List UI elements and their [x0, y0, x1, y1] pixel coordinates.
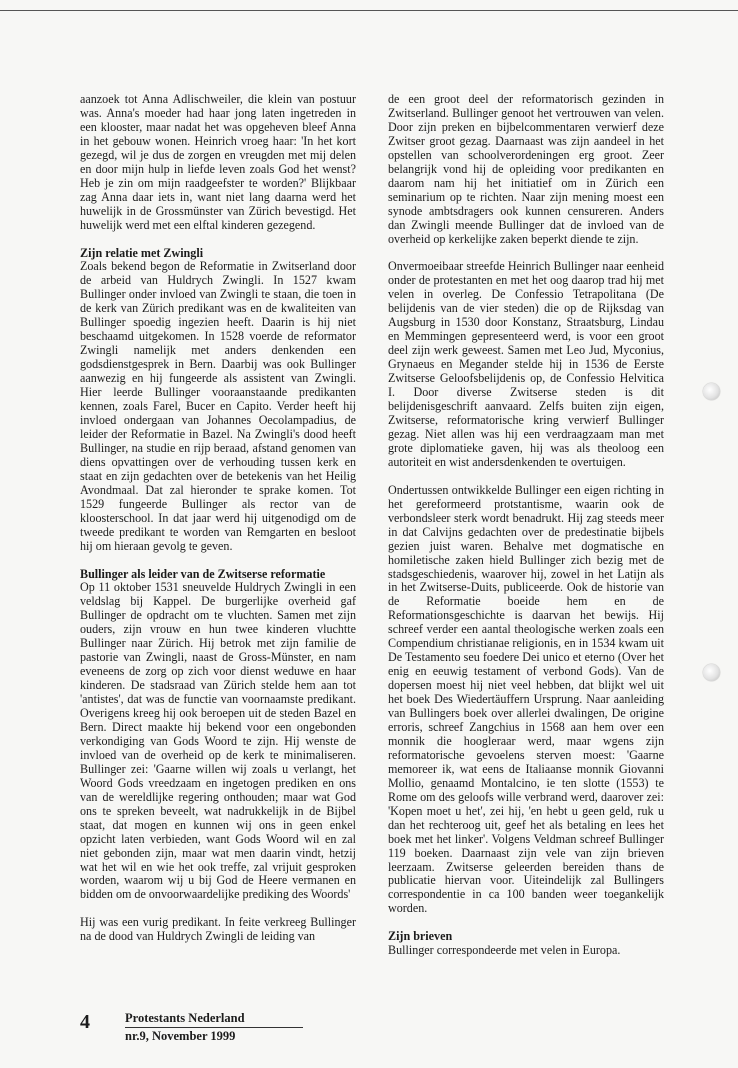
paragraph: Op 11 oktober 1531 sneuvelde Huldrych Zwingli in een veldslag bij Kappel. De burgerlijke overheid gaf Bullinger de opdracht om te vluchten. Samen met zijn ouders, zijn vrouw en hun twee kinderen vluchtte Bullinger naar Zürich. Hij betrok met zijn familie de pastorie van Zwingli, naast de Gross-Münster, en nam eveneens de zorg op zich voor dienst weduwe en haar kinderen. De stadsraad van Zürich stelde hem aan tot 'antistes', dat was de functie van voornaamste predikant. Overigens kreeg hij ook beroepen uit de steden Bazel en Bern. Direct maakte hij bekend voor een ongebonden verkondiging van Gods Woord te zijn. Hij wenste de invloed van de overheid op de kerk te minimaliseren. Bullinger zei: 'Gaarne willen wij zoals u verlangt, het Woord Gods vreedzaam en ingetogen prediken en ons van de wereldlijke regering onthouden; maar wat God ons te spreken beveelt, wat nadrukkelijk in de Bijbel staat, dat mogen en kunnen wij ons in geen enkel opzicht laten verbieden, want Gods Woord wil en zal niet gebonden zijn, maar wat men daarin vindt, hetzij wat het wil en wie het ook treffe, zal vrijuit gesproken worden, waarom wij u bij God de Heere vermanen en bidden om de onvoorwaardelijke prediking des Woords'	[80, 580, 356, 902]
section-heading: Zijn relatie met Zwingli	[80, 245, 204, 260]
paragraph: Hij was een vurig predikant. In feite verkreeg Bullinger na de dood van Huldrych Zwingli de leiding van	[80, 915, 356, 944]
issue-info: nr.9, November 1999	[125, 1029, 236, 1043]
paragraph: aanzoek tot Anna Adlischweiler, die klein van postuur was. Anna's moeder had haar jong laten ingetreden in een klooster, maar nadat het was opgeheven bleef Anna in het gebouw wonen. Heinrich vroeg haar: 'In het kort gezegd, wil je dus de zorgen en vreugden met mij delen en door mijn hulp in liefde leven zoals God het wenst? Heb je zin om mijn raadgeefster te worden?' Blijkbaar zag Anna daar iets in, want niet lang daarna werd het huwelijk in de Grossmünster van Zürich bevestigd. Het huwelijk werd met een elftal kinderen gezegend.	[80, 92, 356, 232]
left-column	[80, 93, 356, 944]
binder-hole-top	[703, 383, 720, 400]
paragraph: Ondertussen ontwikkelde Bullinger een eigen richting in het gereformeerd protstantisme, waarin ook de verbondsleer sterk wordt benadrukt. Hij zag steeds meer in dat Calvijns gedachten over de predestinatie bijbels gezien juist waren. Behalve met dogmatische en homiletische zaken hield Bullinger zich bezig met de stadsgeschiedenis, waarover hij, zowel in het Latijn als in het Zwitserse-Duits, publiceerde. Ook de historie van de Reformatie boeide hem en de Reformationsgeschichte is daarvan het bewijs. Hij schreef verder een aantal theologische werken zoals een Compendium christianae religionis, en in 1534 kwam uit De Testamento seu foedere Dei unico et eterno (Over het enig en eeuwig testament of verbond Gods). Van de dopersen moest hij niet veel hebben, dat blijkt wel uit het boek Des Wiedertäuffern Ursprung. Naar aanleiding van Bullingers boek over allerlei dwalingen, De origine erroris, schreef Zangchius in 1568 aan hem over een monnik die hoogleraar werd, maar wgens zijn reformatorische gevoelens sterven moest: 'Gaarne memoreer ik, wat eens de Italiaanse monnik Giovanni Mollio, genaamd Montalcino, ie ten slotte (1553) te Rome om des geloofs wille verbrand werd, daarover zei: 'Kopen moet u het', zei hij, 'en hebt u geen geld, ruk u dan het rechteroog uit, geef het als betaling en lees het boek met het linker'. Volgens Veldman schreef Bullinger 119 boeken. Daarnaast zijn vele van zijn brieven leerzaam. Zwitserse geleerden bereiden thans de publicatie hiervan voor. Uiteindelijk zal Bullingers correspondentie in ca 100 banden weer toegankelijk worden.	[388, 482, 664, 916]
paragraph: Zoals bekend begon de Reformatie in Zwitserland door de arbeid van Huldrych Zwingli. In 1527 kwam Bullinger onder invloed van Zwingli te staan, die toen in de kerk van Zürich predikant was en de kwaliteiten van Bullinger spoedig ingezien heeft. Daarin is hij niet beschaamd uitgekomen. In 1528 voerde de reformator Zwingli namelijk met anders denkenden een godsdienstgesprek in Bern. Daarbij was ook Bullinger aanwezig en hij fungeerde als assistent van Zwingli. Hier leerde Bullinger vooraanstaande predikanten kennen, zoals Farel, Bucer en Capito. Verder heeft hij invloed ondergaan van Johannes Oecolampadius, de leider der Reformatie in Bazel. Na Zwingli's dood heeft Bullinger, na studie en rijp beraad, afstand genomen van diens opvattingen over de verhouding tussen kerk en staat en zijn gedachten over de betekenis van het Heilig Avondmaal. Dat zal hieronder te sprake komen. Tot 1529 fungeerde Bullinger als rector van de kloosterschool. In dat jaar werd hij uitgenodigd om de tweede predikant te worden van Remgarten en besloot hij om hieraan gevolg te geven.	[80, 259, 356, 553]
paragraph: de een groot deel der reformatorisch gezinden in Zwitserland. Bullinger genoot het vertrouwen van velen. Door zijn preken en bijbelcommentaren verwierf deze Zwitser groot gezag. Daarnaast was zijn aandeel in het opstellen van schoolverordeningen erg groot. Zeer belangrijk vond hij de opleiding voor predikanten en daarom nam hij het initiatief om in Zürich een seminarium op te richten. Naar zijn mening moest een synode ambtsdragers ook kunnen censureren. Anders dan Zwingli meende Bullinger dat de invloed van de overheid op kerkelijke zaken beperkt diende te zijn.	[388, 92, 664, 246]
right-column	[388, 93, 664, 958]
top-rule	[0, 10, 738, 11]
section-heading: Bullinger als leider van de Zwitserse reformatie	[80, 566, 326, 581]
publication-title: Protestants Nederland	[125, 1011, 245, 1025]
footer	[125, 1011, 305, 1044]
page-number: 4	[80, 1011, 90, 1033]
section-heading: Zijn brieven	[388, 929, 453, 944]
paragraph: Onvermoeibaar streefde Heinrich Bullinger naar eenheid onder de protestanten en met het oog daarop trad hij met velen in overleg. De Confessio Tetrapolitana (De belijdenis van de vier steden) die op de Rijksdag van Augsburg in 1530 door Konstanz, Straatsburg, Lindau en Memmingen gepresenteerd werd, is voor een groot deel zijn werk geweest. Samen met Leo Jud, Myconius, Grynaeus en Megander stelde hij in 1536 de Eerste Zwitserse Geloofsbelijdenis op, de Confessio Helvitica I. Door diverse Zwitserse steden is dit belijdenisgeschrift aanvaard. Zelfs buiten zijn eigen, Zwitserse, reformatorische kring verwierf Bullinger gezag. Niet allen was hij een verdraagzaam man met grote diplomatieke gaven, hij was als theoloog een autoriteit en wist andersdenkenden te overtuigen.	[388, 259, 664, 469]
binder-hole-bottom	[703, 664, 720, 681]
footer-rule	[125, 1027, 303, 1028]
paragraph: Bullinger correspondeerde met velen in Europa.	[388, 943, 621, 958]
